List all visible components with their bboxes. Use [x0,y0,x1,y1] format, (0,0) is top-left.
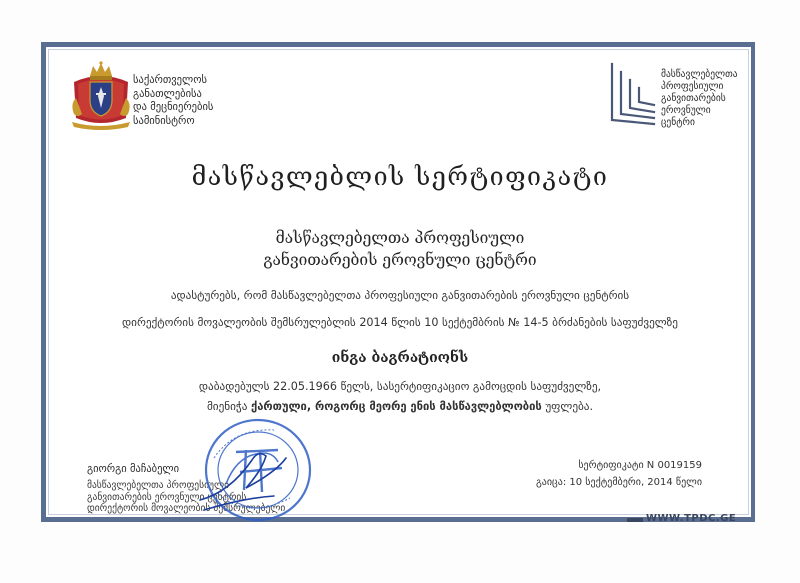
tpdc-name-line: ცენტრი [661,117,695,128]
certificate-number: სერტიფიკატი N 0019159 [578,460,702,471]
signer-role-line: მასწავლებელთა პროფესიული [87,480,229,491]
ministry-name-line: სამინისტრო [133,114,195,127]
official-stamp-icon [196,414,316,526]
qualification-subject: ქართული, როგორც მეორე ენის მასწავლებლობის [250,400,542,413]
qualification-prefix: მიენიჭა [206,400,251,413]
website-decor-bar [627,518,643,522]
signer-name: გიორგი მაჩაბელი [87,463,180,475]
issuer-center-line: განვითარების ეროვნული ცენტრი [263,251,537,269]
tpdc-name [661,69,761,129]
certificate-title: მასწავლებლის სერტიფიკატი [191,162,609,191]
ministry-name-line: საქართველოს [133,74,207,86]
issuer-center-line: მასწავლებელთა პროფესიული [275,229,525,247]
issue-date: გაიცა: 10 სექტემბერი, 2014 წელი [535,477,702,488]
birth-exam-text: დაბადებულს 22.05.1966 წელს, სასერტიფიკაციო გამოცდის საფუძველზე, [198,380,602,393]
signer-role-line: დირექტორის მოვალეობის შემსრულებელი [87,503,286,514]
recipient-name: ინგა ბაგრატიონს [331,350,469,366]
tpdc-name-line: პროფესიული [661,81,724,92]
tpdc-logo-icon [604,58,658,130]
issuer-center-name [0,227,800,271]
qualification-text [0,400,800,413]
ministry-coat-of-arms-icon [66,60,136,132]
tpdc-name-line: განვითარების [661,93,726,104]
tpdc-name-line: მასწავლებელთა [661,69,738,80]
ministry-name [133,74,253,128]
confirmation-text: ადასტურებს, რომ მასწავლებელთა პროფესიული განვითარების ეროვნული ცენტრის [170,289,630,302]
tpdc-name-line: ეროვნული [661,105,711,116]
website-url: WWW.TPDC.GE [646,513,737,524]
ministry-name-line: და მეცნიერების [133,101,214,113]
ministry-name-line: განათლებისა [133,87,202,100]
qualification-suffix: უფლება. [541,400,594,413]
signer-role-line: განვითარების ეროვნული ცენტრის [87,491,247,503]
order-reference-text: დირექტორის მოვალეობის შემსრულებლის 2014 წლის 10 სექტემბრის № 14-5 ბრძანების საფუძველზე [122,316,678,329]
